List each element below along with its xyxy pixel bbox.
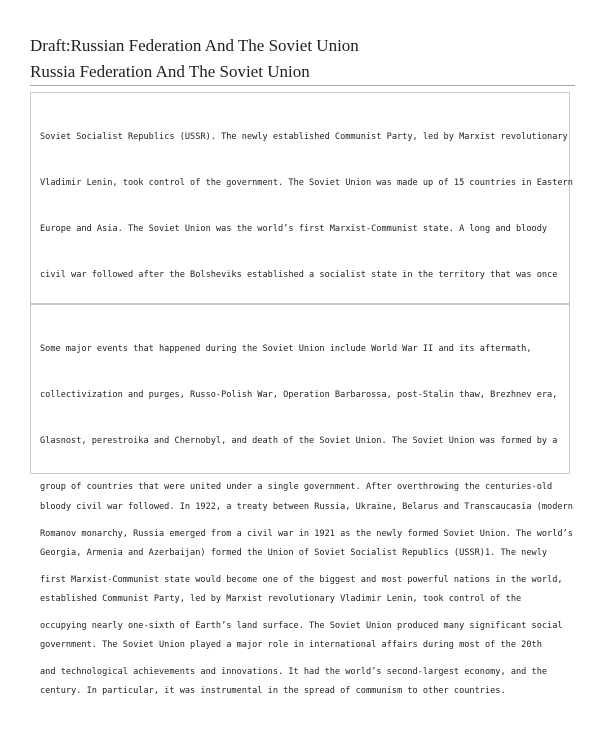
text-box-2-body	[40, 311, 573, 712]
text-line: Georgia, Armenia and Azerbaijan) formed the Union of Soviet Socialist Republics (USSR)1. The newly	[40, 547, 548, 558]
section-heading: Russia Federation And The Soviet Union	[30, 62, 575, 86]
text-line: bloody civil war followed. In 1922, a treaty between Russia, Ukraine, Belarus and Transcaucasia (modern	[40, 501, 573, 512]
text-line: Europe and Asia. The Soviet Union was the world’s first Marxist-Communist state. A long and bloody	[40, 224, 548, 235]
text-line: established Communist Party, led by Marxist revolutionary Vladimir Lenin, took control of the	[40, 594, 522, 604]
text-line: collectivization and purges, Russo-Polish War, Operation Barbarossa, post-Stalin thaw, Brezhnev era,	[40, 390, 558, 401]
text-line: group of countries that were united under a single government. After overthrowing the centuries-old	[40, 482, 553, 493]
text-line: Glasnost, perestroika and Chernobyl, and death of the Soviet Union. The Soviet Union was formed by a	[40, 436, 558, 447]
text-line: government. The Soviet Union played a major role in international affairs during most of the 20th	[40, 640, 542, 651]
text-line: civil war followed after the Bolsheviks established a socialist state in the territory that was once	[40, 270, 558, 281]
text-line: Some major events that happened during the Soviet Union include World War II and its aftermath,	[40, 343, 532, 354]
text-line: first Marxist-Communist state would become one of the biggest and most powerful nations in the world,	[40, 574, 563, 585]
text-line: Vladimir Lenin, took control of the government. The Soviet Union was made up of 15 countries in Eastern	[40, 178, 573, 189]
text-line: century. In particular, it was instrumental in the spread of communism to other countries.	[40, 686, 506, 697]
text-line: Soviet Socialist Republics (USSR). The newly established Communist Party, led by Marxist revolutionary	[40, 131, 568, 142]
text-line: Romanov monarchy, Russia emerged from a civil war in 1921 as the newly formed Soviet Union. The world’s	[40, 528, 573, 539]
text-line: occupying nearly one-sixth of Earth’s land surface. The Soviet Union produced many significant social	[40, 621, 563, 632]
page-title: Draft:Russian Federation And The Soviet Union	[30, 36, 359, 55]
text-line: and technological achievements and innovations. It had the world’s second-largest economy, and the	[40, 667, 548, 678]
